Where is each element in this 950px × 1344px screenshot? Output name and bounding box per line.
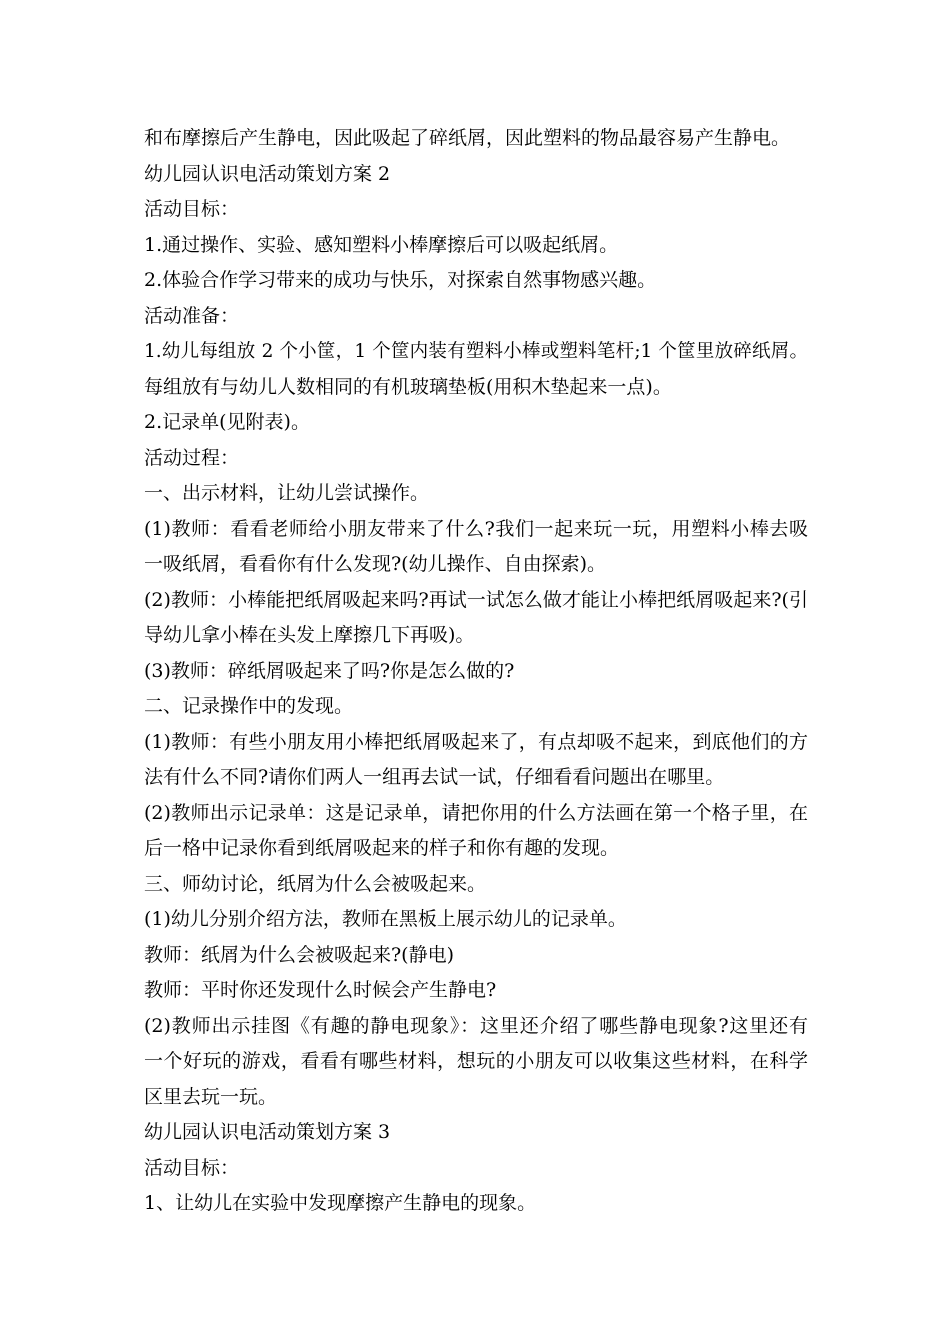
text-line: 活动过程： <box>144 446 240 469</box>
text-line: 幼儿园认识电活动策划方案 3 <box>144 1121 391 1143</box>
text-line: (1)教师：看看老师给小朋友带来了什么?我们一起来玩一玩，用塑料小棒去吸 <box>144 517 808 540</box>
document-body <box>144 121 808 1222</box>
text-line: (2)教师出示挂图《有趣的静电现象》：这里还介绍了哪些静电现象?这里还有 <box>144 1014 808 1037</box>
text-line: 活动目标： <box>144 1156 240 1179</box>
text-line: 二、记录操作中的发现。 <box>144 695 354 717</box>
text-line: 区里去玩一玩。 <box>144 1085 278 1108</box>
text-line: 和布摩擦后产生静电，因此吸起了碎纸屑，因此塑料的物品最容易产生静电。 <box>144 127 791 149</box>
text-line: 每组放有与幼儿人数相同的有机玻璃垫板(用积木垫起来一点)。 <box>144 375 672 398</box>
text-line: 幼儿园认识电活动策划方案 2 <box>144 162 391 185</box>
text-line: (2)教师：小棒能把纸屑吸起来吗?再试一试怎么做才能让小棒把纸屑吸起来?(引 <box>144 588 808 611</box>
text-line: 1.通过操作、实验、感知塑料小棒摩擦后可以吸起纸屑。 <box>144 233 619 256</box>
text-line: (1)幼儿分别介绍方法，教师在黑板上展示幼儿的记录单。 <box>144 908 627 930</box>
text-line: 教师：平时你还发现什么时候会产生静电? <box>144 979 497 1001</box>
text-line: (2)教师出示记录单：这是记录单，请把你用的什么方法画在第一个格子里，在 <box>144 801 808 824</box>
text-line: 导幼儿拿小棒在头发上摩擦几下再吸)。 <box>144 624 475 646</box>
text-line: (3)教师：碎纸屑吸起来了吗?你是怎么做的? <box>144 659 515 682</box>
text-line: (1)教师：有些小朋友用小棒把纸屑吸起来了，有点却吸不起来，到底他们的方 <box>144 730 808 753</box>
text-line: 后一格中记录你看到纸屑吸起来的样子和你有趣的发现。 <box>144 837 620 859</box>
text-line: 教师：纸屑为什么会被吸起来?(静电) <box>144 943 455 966</box>
text-line: 活动准备： <box>144 304 240 327</box>
text-line: 法有什么不同?请你们两人一组再去试一试，仔细看看问题出在哪里。 <box>144 766 725 788</box>
text-line: 一吸纸屑，看看你有什么发现?(幼儿操作、自由探索)。 <box>144 553 607 575</box>
text-line: 一、出示材料，让幼儿尝试操作。 <box>144 482 430 504</box>
text-line: 1、让幼儿在实验中发现摩擦产生静电的现象。 <box>144 1192 537 1214</box>
text-line: 三、师幼讨论，纸屑为什么会被吸起来。 <box>144 872 487 895</box>
text-line: 1.幼儿每组放 2 个小筐，1 个筐内装有塑料小棒或塑料笔杆;1 个筐里放碎纸屑。 <box>144 341 808 362</box>
text-line: 2.体验合作学习带来的成功与快乐，对探索自然事物感兴趣。 <box>144 269 657 291</box>
text-line: 活动目标： <box>144 198 240 220</box>
text-line: 一个好玩的游戏，看看有哪些材料，想玩的小朋友可以收集这些材料，在科学 <box>144 1050 808 1072</box>
text-line: 2.记录单(见附表)。 <box>144 411 310 433</box>
